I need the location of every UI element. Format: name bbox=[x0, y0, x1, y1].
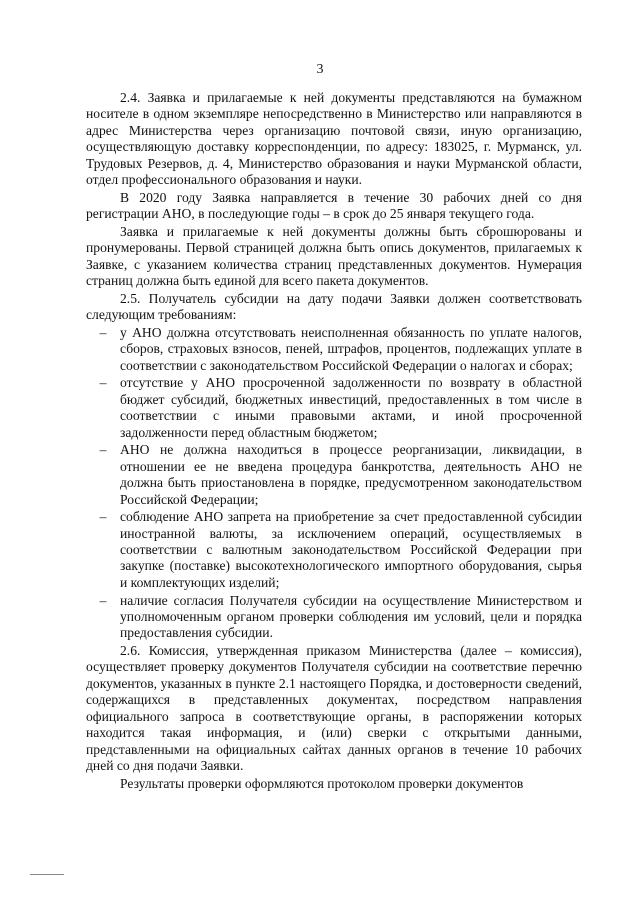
paragraph-results: Результаты проверки оформляются протоколом проверки документов bbox=[120, 775, 524, 791]
dash-marker: – bbox=[99, 324, 107, 340]
requirement-item bbox=[86, 509, 582, 591]
requirement-item bbox=[86, 325, 582, 374]
page-number: 3 bbox=[316, 62, 324, 77]
paragraph-2-4: 2.4. Заявка и прилагаемые к ней документы представляются на бумажном носителе в одном экземпляре непосредственно в Министерство или направляются в адрес Министерства через организацию почтовой связи, иную организацию, осуществляющую доставку корреспонденции, по адресу: 183025, г. Мурманск, ул. Трудовых Резервов, д. 4, Министерство образования и науки Мурманской области, отдел профессионального образования и науки. bbox=[86, 90, 582, 188]
requirement-text: соблюдение АНО запрета на приобретение за счет предоставленной субсидии иностранной валюты, за исключением операций, осуществляемых в соответствии с валютным законодательством Российской Федерации при закупке (поставке) высокотехнологического импортного оборудования, сырья и комплектующих изделий; bbox=[120, 509, 582, 590]
requirement-item bbox=[86, 375, 582, 441]
paragraph-numbering: Заявка и прилагаемые к ней документы должны быть сброшюрованы и пронумерованы. Первой страницей должна быть опись документов, прилагаемых к Заявке, с указанием количества страниц представленных документов. Нумерация страниц должна быть единой для всего пакета документов. bbox=[86, 223, 582, 289]
document-body bbox=[86, 90, 582, 793]
dash-marker: – bbox=[99, 592, 107, 608]
requirement-text: АНО не должна находиться в процессе реорганизации, ликвидации, в отношении ее не введена процедура банкротства, деятельность АНО не должна быть приостановлена в порядке, предусмотренном законодательством Российской Федерации; bbox=[120, 442, 582, 507]
requirement-item bbox=[86, 442, 582, 508]
dash-marker: – bbox=[99, 375, 107, 391]
dash-marker: – bbox=[99, 442, 107, 458]
requirement-item bbox=[86, 593, 582, 642]
requirement-text: у АНО должна отсутствовать неисполненная обязанность по уплате налогов, сборов, страховых взносов, пеней, штрафов, процентов, подлежащих уплате в соответствии с законодательством Российской Федерации о налогах и сборах; bbox=[120, 324, 582, 373]
paragraph-2-5: 2.5. Получатель субсидии на дату подачи Заявки должен соответствовать следующим требованиям: bbox=[86, 290, 582, 323]
paragraph-2020-deadline: В 2020 году Заявка направляется в течение 30 рабочих дней со дня регистрации АНО, в последующие годы – в срок до 25 января текущего года. bbox=[86, 189, 582, 222]
dash-marker: – bbox=[99, 509, 107, 525]
paragraph-2-6: 2.6. Комиссия, утвержденная приказом Министерства (далее – комиссия), осуществляет проверку документов Получателя субсидии на соответствие перечню документов, указанных в пункте 2.1 настоящего Порядка, и достоверности сведений, содержащихся в представленных документах, посредством направления официального запроса в соответствующие органы, в распоряжении которых находится такая информация, и (или) сверки с открытыми данными, представленными на официальных сайтах данных органов в течение 10 рабочих дней со дня подачи Заявки. bbox=[86, 643, 582, 773]
requirement-text: наличие согласия Получателя субсидии на осуществление Министерством и уполномоченным органом проверки соблюдения им условий, цели и порядка предоставления субсидии. bbox=[120, 592, 582, 641]
requirement-text: отсутствие у АНО просроченной задолженности по возврату в областной бюджет субсидий, бюджетных инвестиций, предоставленных в том числе в соответствии с иными правовыми актами, и иной просроченной задолженности перед областным бюджетом; bbox=[120, 375, 582, 440]
footer-rule bbox=[30, 874, 64, 875]
